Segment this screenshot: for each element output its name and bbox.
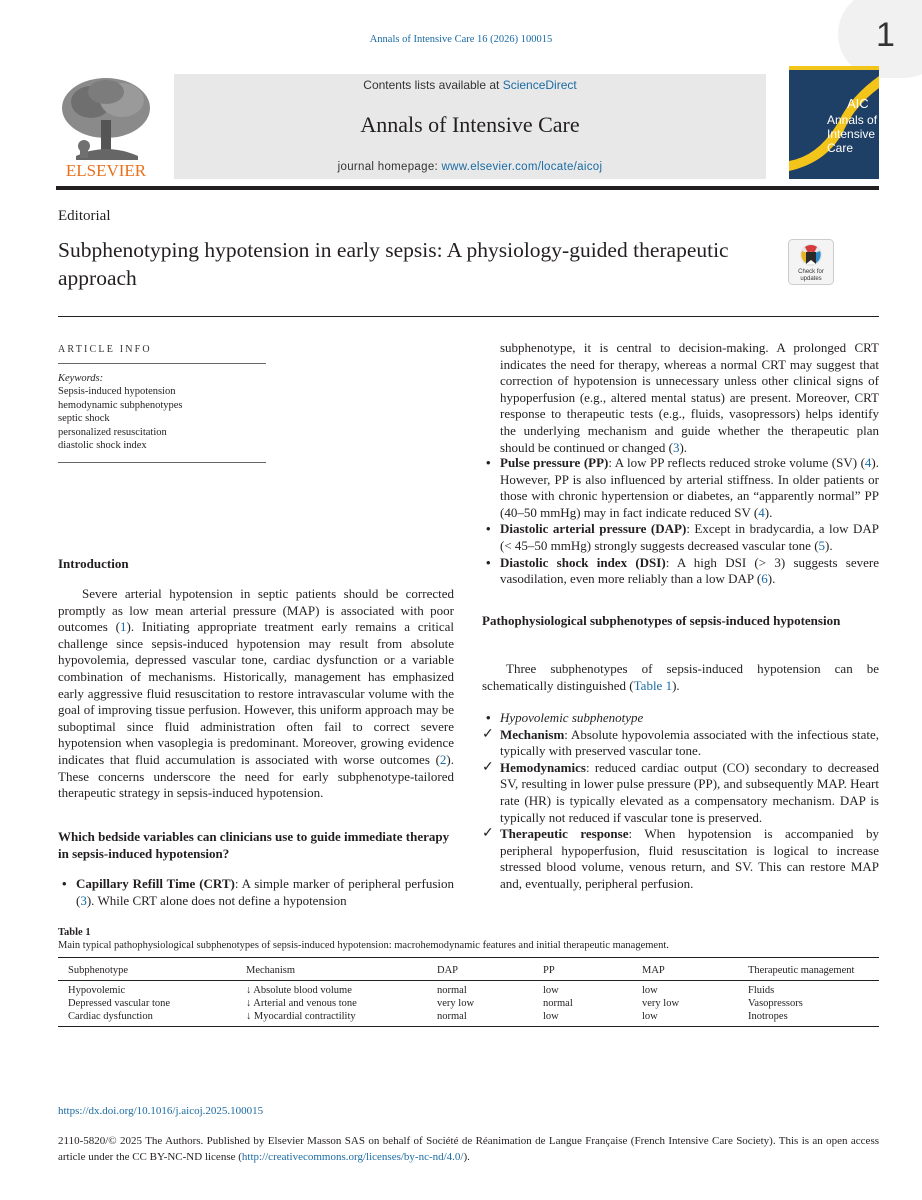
- table-cell: normal: [437, 1011, 467, 1022]
- table-cell: ↓ Absolute blood volume: [246, 985, 352, 996]
- keyword: septic shock: [58, 413, 110, 425]
- bedside-bullets: [482, 455, 879, 588]
- crt-bullet: [58, 876, 454, 909]
- journal-cover-image: [789, 66, 879, 179]
- crt-cont-text: subphenotype, it is central to decision-making. A prolonged CRT indicates the need for therapy, whereas a normal CRT may suggest that correction of hypotension is unnecessary unless other clinical signs of hypoperfusion (e.g., altered mental status) are present. Moreover, CRT response to therapeutic tests (e.g., fluids, vasopressors) helps identify the underlying mechanism and guide whether the therapeutic plan should be continued or changed (: [500, 340, 879, 455]
- bullet-dot-icon: •: [486, 521, 491, 537]
- pp-text-3: ).: [764, 504, 773, 520]
- elsevier-tree-icon: [56, 72, 156, 182]
- cover-aic: AIC: [847, 96, 869, 111]
- badge-text-1: Check for: [798, 269, 824, 275]
- pp-text-1: : A low PP reflects reduced stroke volume (SV) (: [608, 455, 865, 470]
- sciencedirect-link[interactable]: ScienceDirect: [502, 78, 577, 92]
- table-cell: Inotropes: [748, 1011, 788, 1022]
- dap-text-2: ).: [825, 537, 833, 553]
- pp-label: Pulse pressure (PP): [500, 455, 609, 470]
- hemodynamics-text: : reduced cardiac output (CO) secondary to decreased SV, resulting in lower pulse pressure (PP), and subsequently MAP. Heart rate (HR) is typically elevated as a compensatory mechanism. DAP is typically not reduced if vascular tone is preserved.: [500, 759, 879, 825]
- table-cell: low: [642, 985, 658, 996]
- table-cell: low: [642, 1011, 658, 1022]
- mechanism-label: Mechanism: [500, 726, 565, 742]
- table-caption: Main typical pathophysiological subphenotypes of sepsis-induced hypotension: macrohemodynamic features and initial therapeutic management.: [58, 940, 669, 951]
- therapeutic-text: : When hypotension is accompanied by peripheral hypoperfusion, fluid resuscitation is logical to increase stressed blood volume, venous return, and SV. This can restore MAP and, eventually, peripheral perfusion.: [500, 826, 879, 891]
- patho-text-2: ).: [672, 677, 680, 693]
- column-header: PP: [543, 964, 555, 976]
- bedside-variables-heading: Which bedside variables can clinicians use to guide immediate therapy in sepsis-induced hypotension?: [58, 829, 450, 861]
- citation-link[interactable]: 1: [120, 619, 127, 635]
- article-title: Subphenotyping hypotension in early sepsis: A physiology-guided therapeutic approach: [58, 238, 729, 290]
- crt-continuation: [500, 340, 879, 456]
- keywords-label: Keywords:: [58, 373, 104, 384]
- citation-link[interactable]: 3: [672, 439, 680, 455]
- table-row: [58, 997, 879, 1010]
- homepage-line: [174, 161, 766, 173]
- elsevier-logo[interactable]: [56, 72, 156, 182]
- pathophysiology-paragraph: [482, 661, 879, 694]
- article-info-rule-top: [58, 363, 266, 364]
- table-label: Table 1: [58, 927, 91, 938]
- table-link[interactable]: Table 1: [633, 677, 673, 693]
- mechanism-item: [482, 727, 879, 760]
- bullet-dot-icon: •: [486, 554, 491, 570]
- crt-cont-end: ).: [679, 439, 688, 455]
- copyright-end: ).: [463, 1151, 470, 1163]
- subphenotype-table: [58, 962, 879, 1023]
- contents-prefix: Contents lists available at: [363, 78, 503, 92]
- citation-link[interactable]: 4: [758, 504, 765, 520]
- table-header-row: [58, 962, 879, 978]
- table-cell: Hypovolemic: [68, 985, 126, 996]
- title-rule: [58, 316, 879, 317]
- journal-title: Annals of Intensive Care: [360, 112, 580, 137]
- pp-bullet: [482, 455, 879, 521]
- table-cell: very low: [642, 998, 680, 1009]
- crt-label: Capillary Refill Time (CRT): [76, 876, 235, 891]
- table-rule: [58, 1026, 879, 1027]
- pathophysiology-heading: Pathophysiological subphenotypes of sepsis-induced hypotension: [482, 613, 841, 628]
- checkmark-icon: ✓: [482, 826, 494, 842]
- keyword: hemodynamic subphenotypes: [58, 399, 183, 411]
- subtype-bullet: [482, 710, 879, 727]
- citation-link[interactable]: 4: [864, 455, 872, 470]
- column-header: Mechanism: [246, 964, 295, 976]
- citation-link[interactable]: 5: [818, 537, 826, 553]
- cover-line-3: Intensive: [827, 127, 876, 141]
- table-row: [58, 978, 879, 997]
- therapeutic-label: Therapeutic response: [500, 826, 629, 842]
- dsi-text-1: : A high DSI (> 3) suggests severe vasodilation, even more reliably than a low DAP (: [500, 554, 879, 587]
- pp-text-2: ). However, PP is also influenced by arterial stiffness. In older patients or those with chronic hypertension or diabetes, an “apparently normal” PP (40–50 mmHg) may in fact indicate reduced SV (: [500, 455, 879, 520]
- journal-reference[interactable]: Annals of Intensive Care 16 (2026) 100015: [369, 34, 553, 45]
- introduction-heading: Introduction: [58, 556, 129, 571]
- bullet-dot-icon: •: [62, 876, 67, 891]
- dsi-text-2: ).: [767, 571, 776, 587]
- table-cell: ↓ Arterial and venous tone: [246, 998, 357, 1009]
- table-cell: Cardiac dysfunction: [68, 1011, 153, 1022]
- cover-line-2: Annals of: [827, 113, 878, 127]
- column-header: DAP: [437, 964, 459, 976]
- column-header: Therapeutic management: [748, 964, 855, 976]
- keywords-block: [58, 372, 266, 452]
- badge-text-2: updates: [800, 276, 822, 282]
- article-info-heading: ARTICLE INFO: [58, 344, 152, 355]
- intro-text-2: ). Initiating appropriate treatment early remains a critical challenge since sepsis-induced hypotension may result from absolute hypovolemia, depressed vascular tone, cardiac dysfunction or a variable combination of mechanisms. Historically, management has emphasized early aggressive fluid resuscitation to restore intravascular volume with the goal of improving tissue perfusion. However, this uniform approach may be suboptimal since fluid administration often fail to correct severe hypotension when vasoplegia is predominant. Moreover, growing evidence indicates that fluid accumulation is associated with worse outcomes (: [58, 619, 454, 767]
- page-number: 1: [876, 16, 895, 54]
- table-cell: ↓ Myocardial contractility: [246, 1011, 356, 1022]
- journal-cover[interactable]: [789, 66, 879, 179]
- citation-link[interactable]: 6: [761, 571, 768, 587]
- dap-text-1: : Except in bradycardia, a low DAP (< 45–50 mmHg) strongly suggests decreased vascular tone (: [500, 521, 879, 553]
- dap-label: Diastolic arterial pressure (DAP): [500, 521, 687, 537]
- column-header: Subphenotype: [68, 964, 129, 976]
- table-cell: Vasopressors: [748, 998, 803, 1009]
- table-cell: very low: [437, 998, 475, 1009]
- dsi-bullet: [482, 555, 879, 588]
- article-type: Editorial: [58, 208, 111, 224]
- mechanism-text: : Absolute hypovolemia associated with the infectious state, typically with preserved vascular tone.: [500, 726, 879, 759]
- homepage-prefix: journal homepage:: [337, 161, 442, 173]
- hypovolemic-list: [482, 710, 879, 893]
- patho-text-1: Three subphenotypes of sepsis-induced hypotension can be schematically distinguished (: [482, 661, 879, 693]
- header-rule: [56, 186, 879, 190]
- dsi-label: Diastolic shock index (DSI): [500, 554, 666, 570]
- article-info-rule-bottom: [58, 462, 266, 463]
- table-cell: normal: [543, 998, 573, 1009]
- copyright-text: 2110-5820/© 2025 The Authors. Published by Elsevier Masson SAS on behalf of Société de Réanimation de Langue Française (French Intensive Care Society). This is an open access article under the CC BY-NC-ND license (: [58, 1135, 879, 1163]
- keyword: diastolic shock index: [58, 440, 147, 452]
- intro-text-1: Severe arterial hypotension in septic patients should be corrected promptly as low mean arterial pressure (MAP) is associated with poor outcomes (: [58, 586, 454, 635]
- crt-text-2: ). While CRT alone does not define a hypotension: [86, 892, 347, 908]
- bullet-dot-icon: •: [486, 455, 491, 470]
- check-for-updates-badge[interactable]: [788, 239, 834, 285]
- dap-bullet: [482, 521, 879, 554]
- intro-text-3: ). These concerns underscore the need for early subphenotype-tailored therapeutic strategy in sepsis-induced hypotension.: [58, 751, 454, 801]
- check-updates-icon: [788, 239, 834, 285]
- keyword: personalized resuscitation: [58, 426, 167, 438]
- elsevier-wordmark: ELSEVIER: [65, 161, 147, 180]
- table-cell: normal: [437, 985, 467, 996]
- copyright-notice: [58, 1133, 879, 1165]
- table-cell: Depressed vascular tone: [68, 998, 171, 1009]
- keyword: Sepsis-induced hypotension: [58, 386, 176, 398]
- checkmark-icon: ✓: [482, 759, 494, 775]
- cover-line-4: Care: [827, 141, 854, 155]
- contents-line: [174, 78, 766, 92]
- checkmark-icon: ✓: [482, 726, 494, 742]
- citation-link[interactable]: 2: [439, 751, 447, 767]
- license-link[interactable]: http://creativecommons.org/licenses/by-nc-nd/4.0/: [241, 1151, 464, 1163]
- column-header: MAP: [642, 964, 665, 976]
- crt-text-1: : A simple marker of peripheral perfusion (: [76, 876, 454, 908]
- subtype-label: Hypovolemic subphenotype: [500, 710, 644, 725]
- table-rule: [58, 957, 879, 958]
- table-row: [58, 1010, 879, 1023]
- table-cell: low: [543, 1011, 559, 1022]
- homepage-link[interactable]: www.elsevier.com/locate/aicoj: [441, 161, 603, 173]
- bullet-dot-icon: •: [486, 710, 491, 725]
- therapeutic-item: [482, 826, 879, 892]
- citation-link[interactable]: 3: [80, 892, 87, 908]
- introduction-paragraph: [58, 586, 454, 802]
- hemodynamics-label: Hemodynamics: [500, 759, 586, 775]
- hemodynamics-item: [482, 760, 879, 826]
- table-cell: Fluids: [748, 985, 775, 996]
- doi-link[interactable]: https://dx.doi.org/10.1016/j.aicoj.2025.100015: [58, 1105, 264, 1117]
- table-cell: low: [543, 985, 559, 996]
